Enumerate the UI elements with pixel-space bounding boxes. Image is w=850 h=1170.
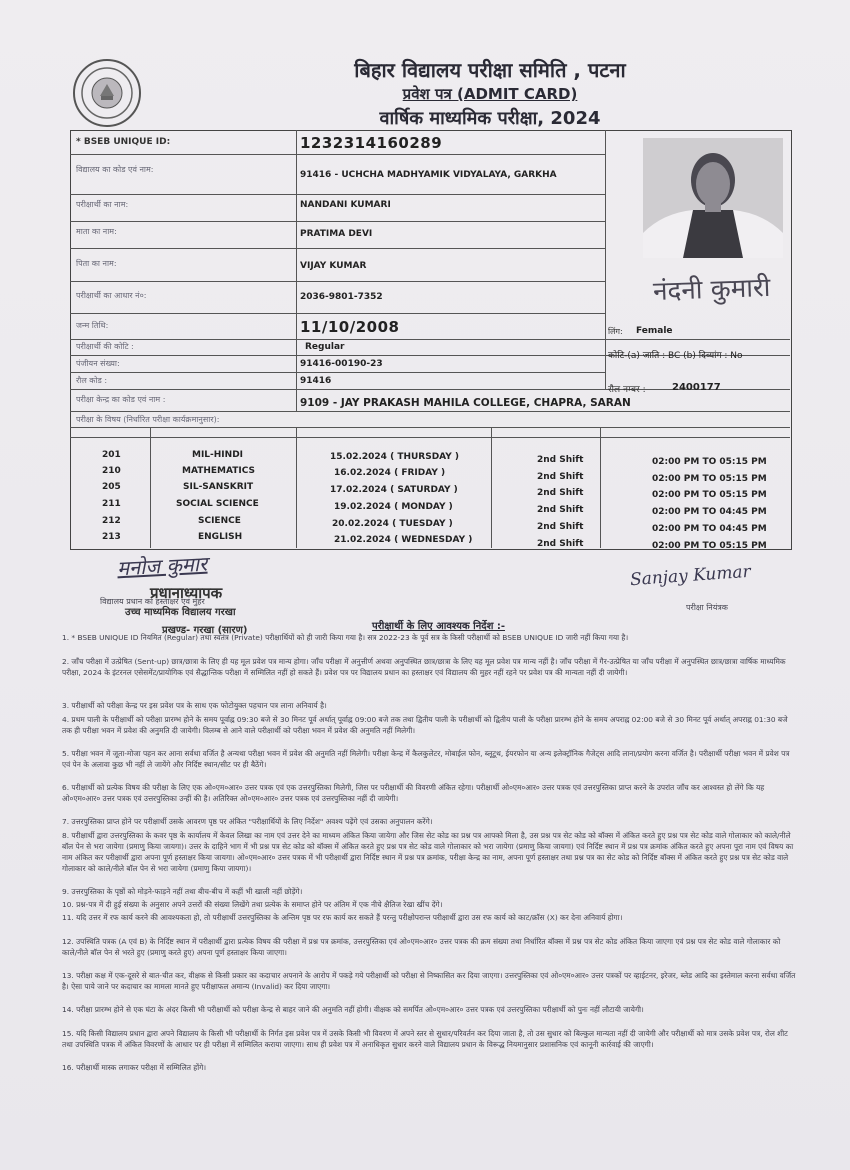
subject-shift: 2nd Shift — [537, 488, 584, 498]
subject-name: SCIENCE — [198, 516, 241, 526]
subject-time: 02:00 PM TO 05:15 PM — [652, 457, 767, 467]
subject-shift: 2nd Shift — [537, 522, 584, 532]
subject-time: 02:00 PM TO 05:15 PM — [652, 490, 767, 500]
aadhar-value: 2036-9801-7352 — [300, 292, 383, 302]
instruction-item: 7. उत्तरपुस्तिका प्राप्त होने पर परीक्षार्थी उसके आवरण पृष्ठ पर अंकित "परीक्षार्थियों के लिए निर्देश" अवश्य पढ़ेंगे एवं उसका अनुपालन करेंगे। — [62, 817, 433, 826]
subject-time: 02:00 PM TO 04:45 PM — [652, 507, 767, 517]
subject-shift: 2nd Shift — [537, 472, 584, 482]
gender-value: Female — [636, 326, 673, 336]
instruction-item: 9. उत्तरपुस्तिका के पृष्ठों को मोड़ने-फाड़ने नहीं तथा बीच-बीच में कहीं भी खाली नहीं छोड़ेंगे। — [62, 887, 303, 896]
subject-code: 212 — [102, 516, 121, 526]
instruction-item: 13. परीक्षा कक्ष में एक-दूसरे से बात-चीत कर, वीक्षक से किसी प्रकार का कदाचार अपनाने के आरोप में पकड़े गये परीक्षार्थी को परीक्षा से निष्कासित कर दिया जाएगा। उत्तरपुस्तिका एवं ओ०एम०आर० उत्तर पत्रकों पर व्हाईटनर, इरेजर, ब्लेड आदि का इस्तेमाल करना सर्वथा वर्जित है। ऐसा पाये जाने पर कदाचार का मामला मानते हुए परीक्षाफल अमान्य (Invalid) कर दिया जाएगा। — [62, 971, 796, 991]
dob-label: जन्म तिथि: — [76, 321, 109, 330]
centre-label: परीक्षा केन्द्र का कोड एवं नाम : — [76, 395, 166, 404]
head-stamp-school: उच्च माध्यमिक विद्यालय गरखा — [125, 607, 236, 618]
subject-name: MATHEMATICS — [182, 466, 256, 476]
instruction-item: 10. प्रश्न-पत्र में दी हुई संख्या के अनुसार अपने उत्तरों की संख्या लिखेंगे तथा प्रत्येक के समाप्त होने पर अंतिम में एक नीचे क्षैतिज रेखा खींच देंगे। — [62, 900, 443, 909]
subject-time: 02:00 PM TO 05:15 PM — [652, 474, 767, 484]
board-title: बिहार विद्यालय परीक्षा समिति , पटना — [354, 58, 626, 82]
instruction-item: 8. परीक्षार्थी द्वारा उत्तरपुस्तिका के कवर पृष्ठ के कार्यालय में केवल लिखा का नाम एवं उत्तर देने का माध्यम अंकित किया जायेगा और जिस सेट कोड का प्रश्न पत्र आपको मिला है, उस प्रश्न पत्र सेट कोड को बॉक्स में अंकित करते हुए प्रश्न पत्र सेट कोड वाले गोलाकार को काले/नीले बॉल पेन से भरा जायेगा (प्रमाणु किया जायगा)। उत्तर के दाहिने भाग में भी प्रश्न पत्र सेट कोड को बॉक्स में अंकित करते हुए प्रश्न पत्र सेट कोड वाले गोलाकार को भरा जायेगा (प्रमाणु किया जायगा) एवं निर्दिष्ट स्थान में प्रश्न पत्र क्रमांक अंकित करते हुए अपना पूरा नाम एवं विषय का नाम अंकित कर परीक्षार्थी द्वारा अपना पूर्ण हस्ताक्षर किया जायगा। ओ०एम०आर० उत्तर पत्रक में भी परीक्षार्थी द्वारा निर्दिष्ट स्थान में प्रश्न पत्र क्रमांक, परीक्षा केन्द्र का नाम, अपना पूर्ण हस्ताक्षर तथा प्रश्न पत्र का सेट कोड को निर्दिष्ट बॉक्स में अंकित करते हुए प्रश्न पत्र सेट कोड वाले गोलाकार को काले/नीले बॉल पेन से भरा जायेगा (प्रमाणु किया जायगा)। — [62, 831, 794, 873]
instruction-item: 4. प्रथम पाली के परीक्षार्थी को परीक्षा प्रारम्भ होने के समय पूर्वाह्न 09:30 बजे से 30 मिनट पूर्व अर्थात् पूर्वाह्न 09:00 बजे तक तथा द्वितीय पाली के परीक्षार्थी को द्वितीय पाली के परीक्षा प्रारम्भ होने के समय अपराह्न 02:00 बजे से 30 मिनट पूर्व अर्थात् अपराह्न 01:30 बजे तक ही परीक्षा भवन में प्रवेश की अनुमति दी जायेगी। विलम्ब से आने वाले परीक्षार्थी को परीक्षा भवन में प्रवेश की अनुमति नहीं मिलेगी। — [62, 715, 788, 735]
caste-value: कोटि-(a) जाति : BC (b) दिव्यांग : No — [608, 351, 743, 361]
head-stamp-block: प्रखण्ड- गरखा (सारण) — [162, 625, 248, 636]
instructions-title: परीक्षार्थी के लिए आवश्यक निर्देश :- — [372, 621, 505, 632]
father-label: पिता का नाम: — [76, 259, 117, 268]
candidate-signature-text: नंदनी कुमारी — [652, 272, 771, 308]
father-value: VIJAY KUMAR — [300, 261, 367, 271]
gender-label: लिंग: — [608, 327, 623, 336]
subject-shift: 2nd Shift — [537, 455, 584, 465]
instruction-item: 1. * BSEB UNIQUE ID नियमित (Regular) तथा स्वतंत्र (Private) परीक्षार्थियों को ही जारी किया गया है। सत्र 2022-23 के पूर्व सत्र के किसी परीक्षार्थी को BSEB UNIQUE ID जारी नहीं किया गया है। — [62, 633, 629, 642]
roll-code-label: रौल कोड : — [76, 376, 108, 385]
candidate-signature — [643, 262, 790, 322]
subject-date: 17.02.2024 ( SATURDAY ) — [330, 485, 458, 495]
instruction-item: 12. उपस्थिति पत्रक (A एवं B) के निर्दिष्ट स्थान में परीक्षार्थी द्वारा प्रत्येक विषय की परीक्षा में प्रश्न पत्र क्रमांक, उत्तरपुस्तिका एवं ओ०एम०आर० उत्तर पत्रक की क्रम संख्या तथा निर्धारित बॉक्स में प्रश्न पत्र सेट कोड अंकित किया जाएगा एवं प्रश्न पत्र सेट कोड वाले गोलाकार को काले/नीले बॉल पेन से भरते हुए (प्रमाणु करते हुए) अपना पूर्ण हस्ताक्षर किया जाएगा। — [62, 937, 781, 957]
roll-code-value: 91416 — [300, 376, 332, 386]
subject-date: 15.02.2024 ( THURSDAY ) — [330, 452, 460, 462]
subject-time: 02:00 PM TO 05:15 PM — [652, 541, 767, 551]
category-value: Regular — [305, 342, 345, 352]
school-label: विद्यालय का कोड एवं नाम: — [76, 165, 154, 174]
mother-label: माता का नाम: — [76, 227, 117, 236]
subject-code: 201 — [102, 450, 121, 460]
mother-value: PRATIMA DEVI — [300, 229, 373, 239]
admit-card-subtitle: प्रवेश पत्र (ADMIT CARD) — [402, 85, 578, 103]
name-value: NANDANI KUMARI — [300, 200, 391, 210]
uid-label: * BSEB UNIQUE ID: — [76, 137, 171, 147]
instruction-item: 15. यदि किसी विद्यालय प्रधान द्वारा अपने विद्यालय के किसी भी परीक्षार्थी के निर्गत इस प्रवेश पत्र में उसके किसी भी विवरण में अपने स्तर से सुधार/परिवर्तन कर दिया जाता है, तो उस सुधार को बिल्कुल मान्यता नहीं दी जायेगी और परीक्षार्थी को मात्र उसके प्रवेश पत्र, रोल शीट तथा उपस्थिति पत्रक में अंकित विवरणों के आधार पर ही परीक्षा में सम्मिलित कराया जाएगा। साथ ही प्रवेश पत्र में अनाधिकृत सुधार करने वाले विद्यालय प्रधान के विरूद्ध नियमानुसार प्रशासनिक एवं कानूनी कार्रवाई की जाएगी। — [62, 1029, 788, 1049]
controller-caption: परीक्षा नियंत्रक — [686, 603, 728, 612]
subject-name: MIL-HINDI — [192, 450, 244, 460]
subjects-label: परीक्षा के विषय (निर्धारित परीक्षा कार्यक्रमानुसार): — [76, 415, 220, 424]
subject-time: 02:00 PM TO 04:45 PM — [652, 524, 767, 534]
roll-no-value: 2400177 — [672, 382, 721, 393]
head-stamp-title: प्रधानाध्यापक — [150, 584, 223, 602]
subject-name: SOCIAL SCIENCE — [176, 499, 259, 509]
subject-shift: 2nd Shift — [537, 539, 584, 549]
roll-no-label: रौल नम्बर : — [608, 385, 646, 395]
instruction-item: 14. परीक्षा प्रारम्भ होने से एक घंटा के अंदर किसी भी परीक्षार्थी को परीक्षा केन्द्र से बाहर जाने की अनुमति नहीं होगी। वीक्षक को समर्पित ओ०एम०आर० उत्तर पत्रक एवं उत्तरपुस्तिका परीक्षार्थी को पुनः नहीं लौटायी जायेगी। — [62, 1005, 644, 1014]
category-label: परीक्षार्थी की कोटि : — [76, 342, 134, 351]
centre-value: 9109 - JAY PRAKASH MAHILA COLLEGE, CHAPRA, SARAN — [300, 397, 631, 409]
school-value: 91416 - UCHCHA MADHYAMIK VIDYALAYA, GARKHA — [300, 170, 557, 180]
subject-name: SIL-SANSKRIT — [183, 482, 254, 492]
subject-date: 21.02.2024 ( WEDNESDAY ) — [334, 535, 473, 545]
subject-name: ENGLISH — [198, 532, 243, 542]
instruction-item: 5. परीक्षा भवन में जूता-मोजा पहन कर आना सर्वथा वर्जित है अन्यथा परीक्षा भवन में प्रवेश की अनुमति नहीं मिलेगी। परीक्षा केन्द्र में कैलकुलेटर, मोबाईल फोन, ब्लूटूथ, ईयरफोन या अन्य इलेक्ट्रॉनिक गैजेट्स आदि लाना/प्रयोग करना वर्जित है। परीक्षार्थी परीक्षा भवन में प्रवेश पत्र एवं पेन के अलावा कुछ भी नहीं ले जायेंगे और निर्दिष्ट स्थान/सीट पर ही बैठेंगे। — [62, 749, 790, 769]
instruction-item: 16. परीक्षार्थी मास्क लगाकर परीक्षा में सम्मिलित होंगे। — [62, 1063, 207, 1072]
dob-value: 11/10/2008 — [300, 318, 400, 336]
head-signature: मनोज कुमार — [116, 551, 208, 581]
exam-title: वार्षिक माध्यमिक परीक्षा, 2024 — [379, 108, 601, 129]
subject-date: 19.02.2024 ( MONDAY ) — [334, 502, 453, 512]
instruction-item: 3. परीक्षार्थी को परीक्षा केन्द्र पर इस प्रवेश पत्र के साथ एक फोटोयुक्त पहचान पत्र लाना अनिवार्य है। — [62, 701, 327, 710]
controller-signature: Sanjay Kumar — [629, 561, 752, 591]
name-label: परीक्षार्थी का नाम: — [76, 200, 129, 209]
subject-date: 16.02.2024 ( FRIDAY ) — [334, 468, 446, 478]
subject-date: 20.02.2024 ( TUESDAY ) — [332, 519, 453, 529]
candidate-photo — [643, 138, 783, 258]
instruction-item: 11. यदि उत्तर में रफ कार्य करने की आवश्यकता हो, तो परीक्षार्थी उत्तरपुस्तिका के अन्तिम पृष्ठ पर रफ कार्य कर सकते हैं परन्तु परीक्षोपरान्त परीक्षार्थी द्वारा उस रफ कार्य को काट/क्रॉस (X) कर देना अनिवार्य होगा। — [62, 913, 623, 922]
subject-code: 211 — [102, 499, 121, 509]
uid-value: 1232314160289 — [300, 134, 443, 152]
subject-code: 210 — [102, 466, 121, 476]
head-caption: विद्यालय प्रधान का हस्ताक्षर एवं मुहर — [100, 597, 205, 606]
reg-label: पंजीयन संख्या: — [76, 359, 120, 368]
aadhar-label: परीक्षार्थी का आधार नं०: — [76, 291, 147, 300]
subject-code: 213 — [102, 532, 121, 542]
instruction-item: 6. परीक्षार्थी को प्रत्येक विषय की परीक्षा के लिए एक ओ०एम०आर० उत्तर पत्रक एवं एक उत्तरपुस्तिका मिलेगी, जिस पर परीक्षार्थी की विवरणी अंकित रहेगा। परीक्षार्थी ओ०एम०आर० उत्तर पत्रक एवं उत्तरपुस्तिका प्राप्त करने के उपरांत जाँच कर आश्वस्त हो लेंगे कि यह ओ०एम०आर० उत्तर पत्रक एवं उत्तरपुस्तिका उन्हीं की है। अतिरिक्त ओ०एम०आर० उत्तर पत्रक एवं उत्तरपुस्तिका नहीं दी जायेगी। — [62, 783, 765, 803]
reg-value: 91416-00190-23 — [300, 359, 383, 369]
subject-code: 205 — [102, 482, 121, 492]
instruction-item: 2. जाँच परीक्षा में उत्प्रेषित (Sent-up) छात्र/छात्रा के लिए ही यह मूल प्रवेश पत्र मान्य होगा। जाँच परीक्षा में अनुत्तीर्ण अथवा अनुपस्थित छात्र/छात्रा के लिए यह मूल प्रवेश पत्र मान्य नहीं है। जाँच परीक्षा में गैर-उत्प्रेषित या जाँच परीक्षा में अनुपस्थित छात्र/छात्रा वार्षिक माध्यमिक परीक्षा, 2024 के इंटरनल एसेसमेंट/प्रायोगिक एवं सैद्धान्तिक परीक्षा में सम्मिलित नहीं हो सकते हैं। प्रवेश पत्र पर विद्यालय प्रधान का हस्ताक्षर एवं विद्यालय की मुहर नहीं रहने पर प्रवेश पत्र की मान्यता नहीं दी जायेगी। — [62, 657, 786, 677]
subject-shift: 2nd Shift — [537, 505, 584, 515]
